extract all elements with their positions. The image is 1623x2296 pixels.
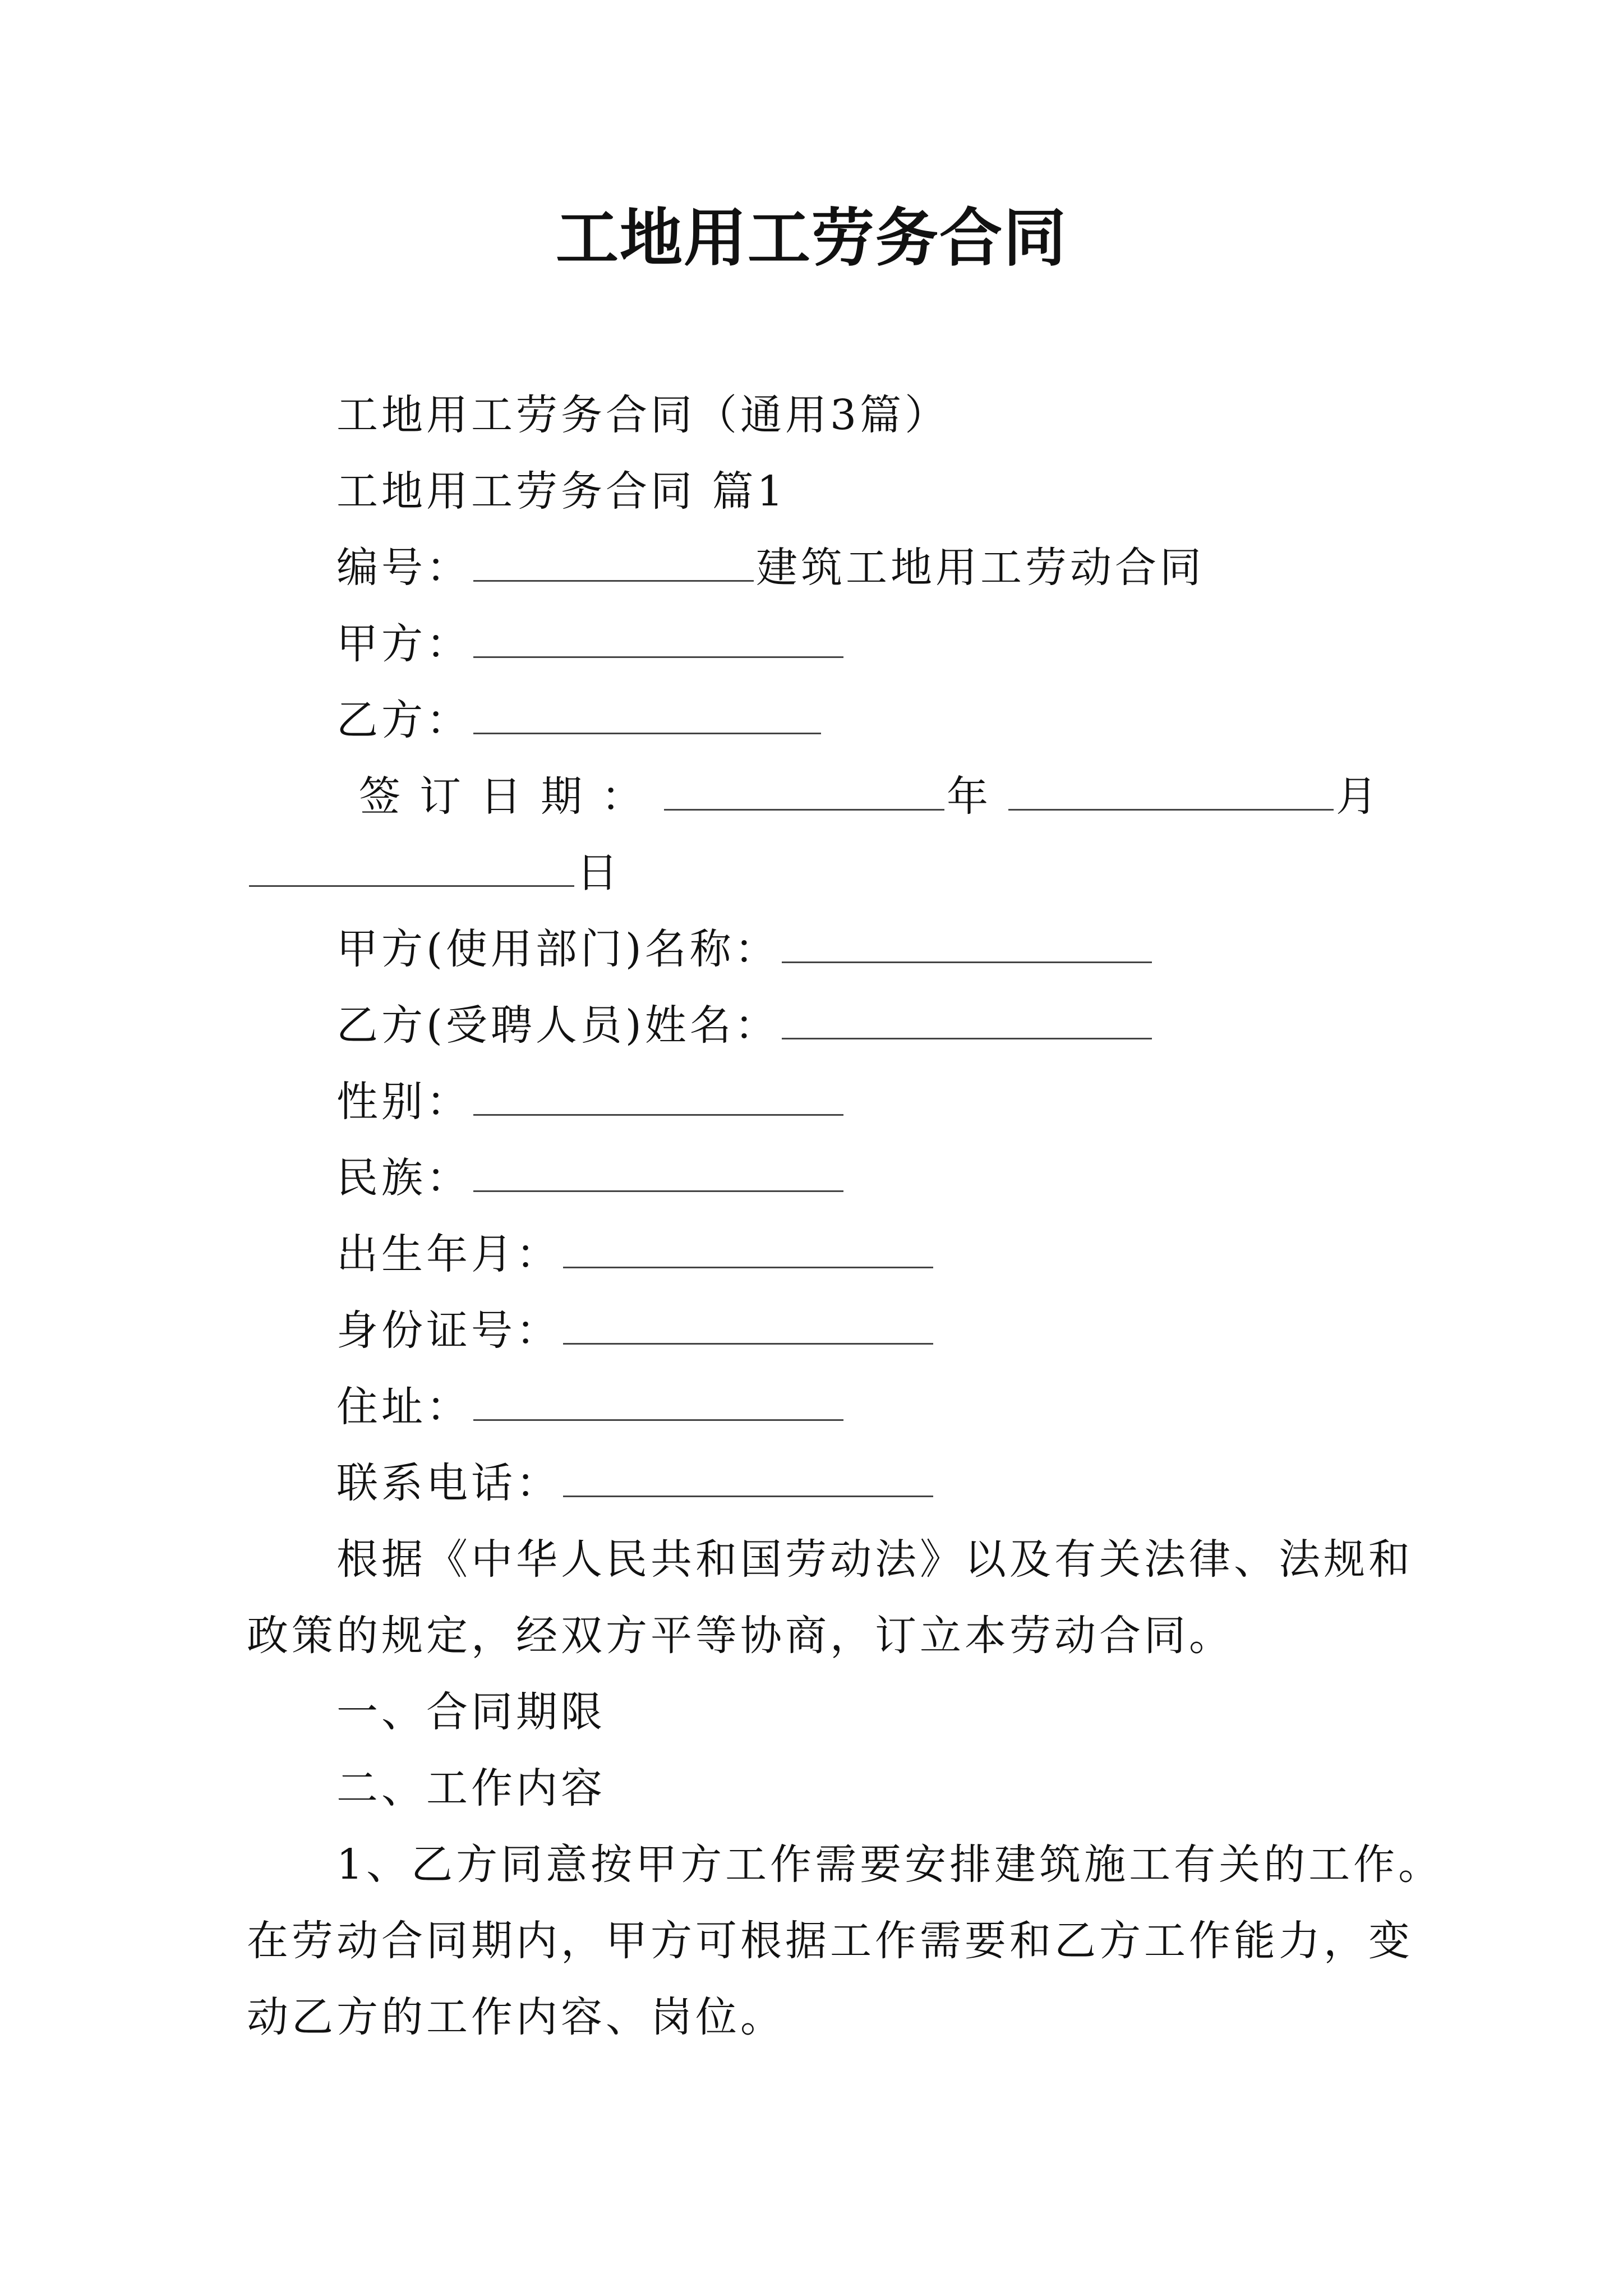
id-blank bbox=[563, 1303, 933, 1345]
sign-year-label: 年 bbox=[947, 772, 992, 821]
ethnicity-label: 民族： bbox=[336, 1154, 471, 1202]
party-b-blank bbox=[473, 692, 821, 734]
document-title: 工地用工劳务合同 bbox=[556, 201, 1067, 275]
number-row bbox=[336, 540, 1205, 596]
party-a-dept-blank bbox=[782, 921, 1152, 963]
party-b-name-label: 乙方(受聘人员)姓名： bbox=[336, 1001, 780, 1050]
party-a-label: 甲方： bbox=[336, 620, 471, 668]
intro-line-2: 政策的规定，经双方平等协商，订立本劳动合同。 bbox=[247, 1612, 1234, 1660]
party-b-row bbox=[336, 692, 823, 748]
address-row bbox=[336, 1379, 846, 1435]
party-a-dept-row bbox=[336, 921, 1154, 977]
party-b-label: 乙方： bbox=[336, 696, 471, 744]
sign-date-row bbox=[359, 769, 1381, 825]
birth-blank bbox=[563, 1226, 933, 1268]
party-b-name-row bbox=[336, 997, 1154, 1053]
address-blank bbox=[473, 1379, 843, 1421]
sign-month-blank bbox=[1008, 769, 1334, 811]
phone-label: 联系电话： bbox=[336, 1459, 561, 1507]
party-a-row bbox=[336, 616, 846, 672]
ethnicity-blank bbox=[473, 1150, 843, 1192]
gender-label: 性别： bbox=[336, 1078, 471, 1126]
sign-date-label: 签订日期： bbox=[359, 772, 662, 821]
sign-month-label: 月 bbox=[1336, 772, 1381, 821]
sign-day-row bbox=[247, 845, 621, 901]
gender-row bbox=[336, 1074, 846, 1130]
item-contract-term: 一、合同期限 bbox=[336, 1688, 606, 1736]
birth-row bbox=[336, 1226, 935, 1282]
party-a-blank bbox=[473, 616, 843, 658]
ethnicity-row bbox=[336, 1150, 846, 1206]
clause-1-line-3: 动乙方的工作内容、岗位。 bbox=[247, 1993, 785, 2041]
sign-day-label: 日 bbox=[577, 849, 621, 897]
phone-row bbox=[336, 1455, 935, 1511]
phone-blank bbox=[563, 1455, 933, 1497]
sign-year-blank bbox=[664, 769, 944, 811]
clause-1-line-1: 1、乙方同意按甲方工作需要安排建筑施工有关的工作。 bbox=[336, 1841, 1444, 1889]
section-heading: 工地用工劳务合同 篇1 bbox=[336, 467, 787, 516]
number-suffix: 建筑工地用工劳动合同 bbox=[756, 544, 1205, 592]
address-label: 住址： bbox=[336, 1383, 471, 1431]
sign-day-blank bbox=[249, 845, 574, 887]
gender-blank bbox=[473, 1074, 843, 1116]
document-subtitle: 工地用工劳务合同（通用3篇） bbox=[336, 391, 950, 439]
birth-label: 出生年月： bbox=[336, 1230, 561, 1278]
id-row bbox=[336, 1303, 935, 1359]
number-blank bbox=[473, 540, 754, 582]
id-label: 身份证号： bbox=[336, 1306, 561, 1355]
party-b-name-blank bbox=[782, 997, 1152, 1039]
number-label: 编号： bbox=[336, 544, 471, 592]
clause-1-line-2: 在劳动合同期内，甲方可根据工作需要和乙方工作能力，变 bbox=[247, 1917, 1413, 1965]
intro-line-1: 根据《中华人民共和国劳动法》以及有关法律、法规和 bbox=[336, 1535, 1413, 1584]
item-work-content: 二、工作内容 bbox=[336, 1764, 606, 1812]
party-a-dept-label: 甲方(使用部门)名称： bbox=[336, 925, 780, 973]
